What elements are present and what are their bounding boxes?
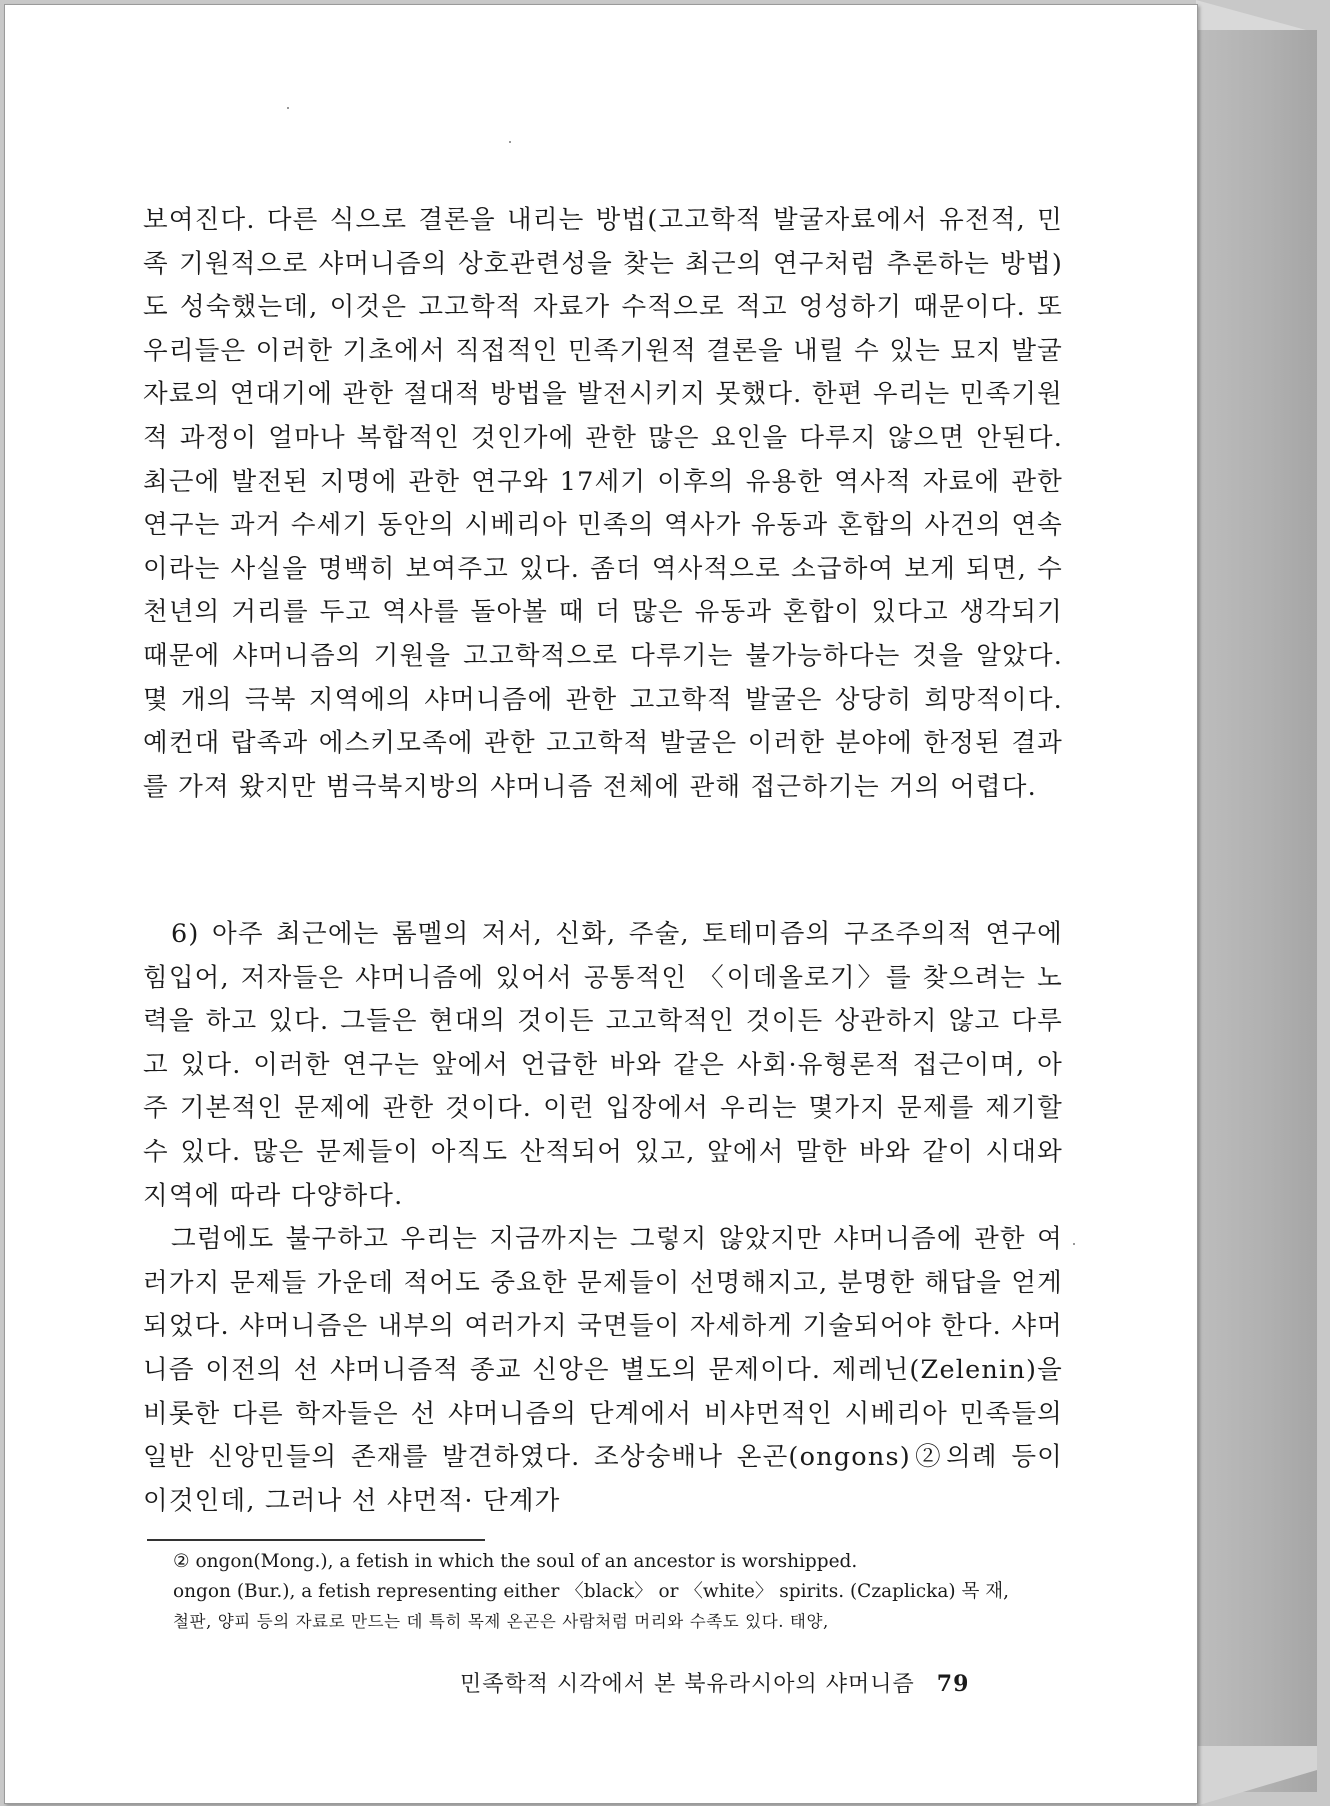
page-speck bbox=[509, 141, 511, 143]
running-footer bbox=[460, 1667, 1060, 1698]
footnote-line-1: ② ongon(Mong.), a fetish in which the soul of an ancestor is worshipped. bbox=[173, 1551, 858, 1572]
body-text-lower bbox=[143, 913, 1063, 1523]
footnote-line-3: 철판, 양피 등의 자료로 만드는 데 특히 목제 온곤은 사람처럼 머리와 수족도 있다. 태양, bbox=[173, 1612, 829, 1631]
footnote bbox=[173, 1547, 1073, 1637]
book-page bbox=[4, 4, 1198, 1804]
paragraph-2: 6) 아주 최근에는 롬멜의 저서, 신화, 주술, 토테미즘의 구조주의적 연구에 힘입어, 저자들은 샤머니즘에 있어서 공통적인 〈이데올로기〉를 찾으려는 노력을 하고 있다. 그들은 현대의 것이든 고고학적인 것이든 상관하지 않고 다루고 있다. 이러한 연구는 앞에서 언급한 바와 같은 사회·유형론적 접근이며, 아주 기본적인 문제에 관한 것이다. 이런 입장에서 우리는 몇가지 문제를 제기할 수 있다. 많은 문제들이 아직도 산적되어 있고, 앞에서 말한 바와 같이 시대와 지역에 따라 다양하다. bbox=[143, 919, 1063, 1211]
body-text-upper bbox=[143, 199, 1063, 809]
page-speck bbox=[287, 107, 289, 109]
footnote-divider bbox=[147, 1539, 485, 1541]
running-title: 민족학적 시각에서 본 북유라시아의 샤머니즘 bbox=[460, 1672, 915, 1697]
footnote-line-2: ongon (Bur.), a fetish representing either 〈black〉 or 〈white〉 spirits. (Czaplicka) 목 재, bbox=[173, 1581, 1009, 1602]
paragraph-3: 그럼에도 불구하고 우리는 지금까지는 그렇지 않았지만 샤머니즘에 관한 여러가지 문제들 가운데 적어도 중요한 문제들이 선명해지고, 분명한 해답을 얻게 되었다. 샤머니즘은 내부의 여러가지 국면들이 자세하게 기술되어야 한다. 샤머니즘 이전의 선 샤머니즘적 종교 신앙은 별도의 문제이다. 제레닌(Zelenin)을 비롯한 다른 학자들은 선 샤머니즘의 단계에서 비샤먼적인 시베리아 민족들의 일반 신앙민들의 존재를 발견하였다. 조상숭배나 온곤(ongons)②의례 등이 이것인데, 그러나 선 샤먼적· 단계가 bbox=[143, 1224, 1063, 1516]
page-speck bbox=[1073, 1243, 1075, 1245]
paragraph-1: 보여진다. 다른 식으로 결론을 내리는 방법(고고학적 발굴자료에서 유전적, 민족 기원적으로 샤머니즘의 상호관련성을 찾는 최근의 연구처럼 추론하는 방법)도 성숙했는데, 이것은 고고학적 자료가 수적으로 적고 엉성하기 때문이다. 또 우리들은 이러한 기초에서 직접적인 민족기원적 결론을 내릴 수 있는 묘지 발굴 자료의 연대기에 관한 절대적 방법을 발전시키지 못했다. 한편 우리는 민족기원적 과정이 얼마나 복합적인 것인가에 관한 많은 요인을 다루지 않으면 안된다. 최근에 발전된 지명에 관한 연구와 17세기 이후의 유용한 역사적 자료에 관한 연구는 과거 수세기 동안의 시베리아 민족의 역사가 유동과 혼합의 사건의 연속이라는 사실을 명백히 보여주고 있다. 좀더 역사적으로 소급하여 보게 되면, 수천년의 거리를 두고 역사를 돌아볼 때 더 많은 유동과 혼합이 있다고 생각되기 때문에 샤머니즘의 기원을 고고학적으로 다루기는 불가능하다는 것을 알았다. 몇 개의 극북 지역에의 샤머니즘에 관한 고고학적 발굴은 상당히 희망적이다. 예컨대 랍족과 에스키모족에 관한 고고학적 발굴은 이러한 분야에 한정된 결과를 가져 왔지만 범극북지방의 샤머니즘 전체에 관해 접근하기는 거의 어렵다. bbox=[143, 205, 1063, 802]
book-edge bbox=[1196, 30, 1317, 1792]
page-number: 79 bbox=[936, 1671, 970, 1697]
